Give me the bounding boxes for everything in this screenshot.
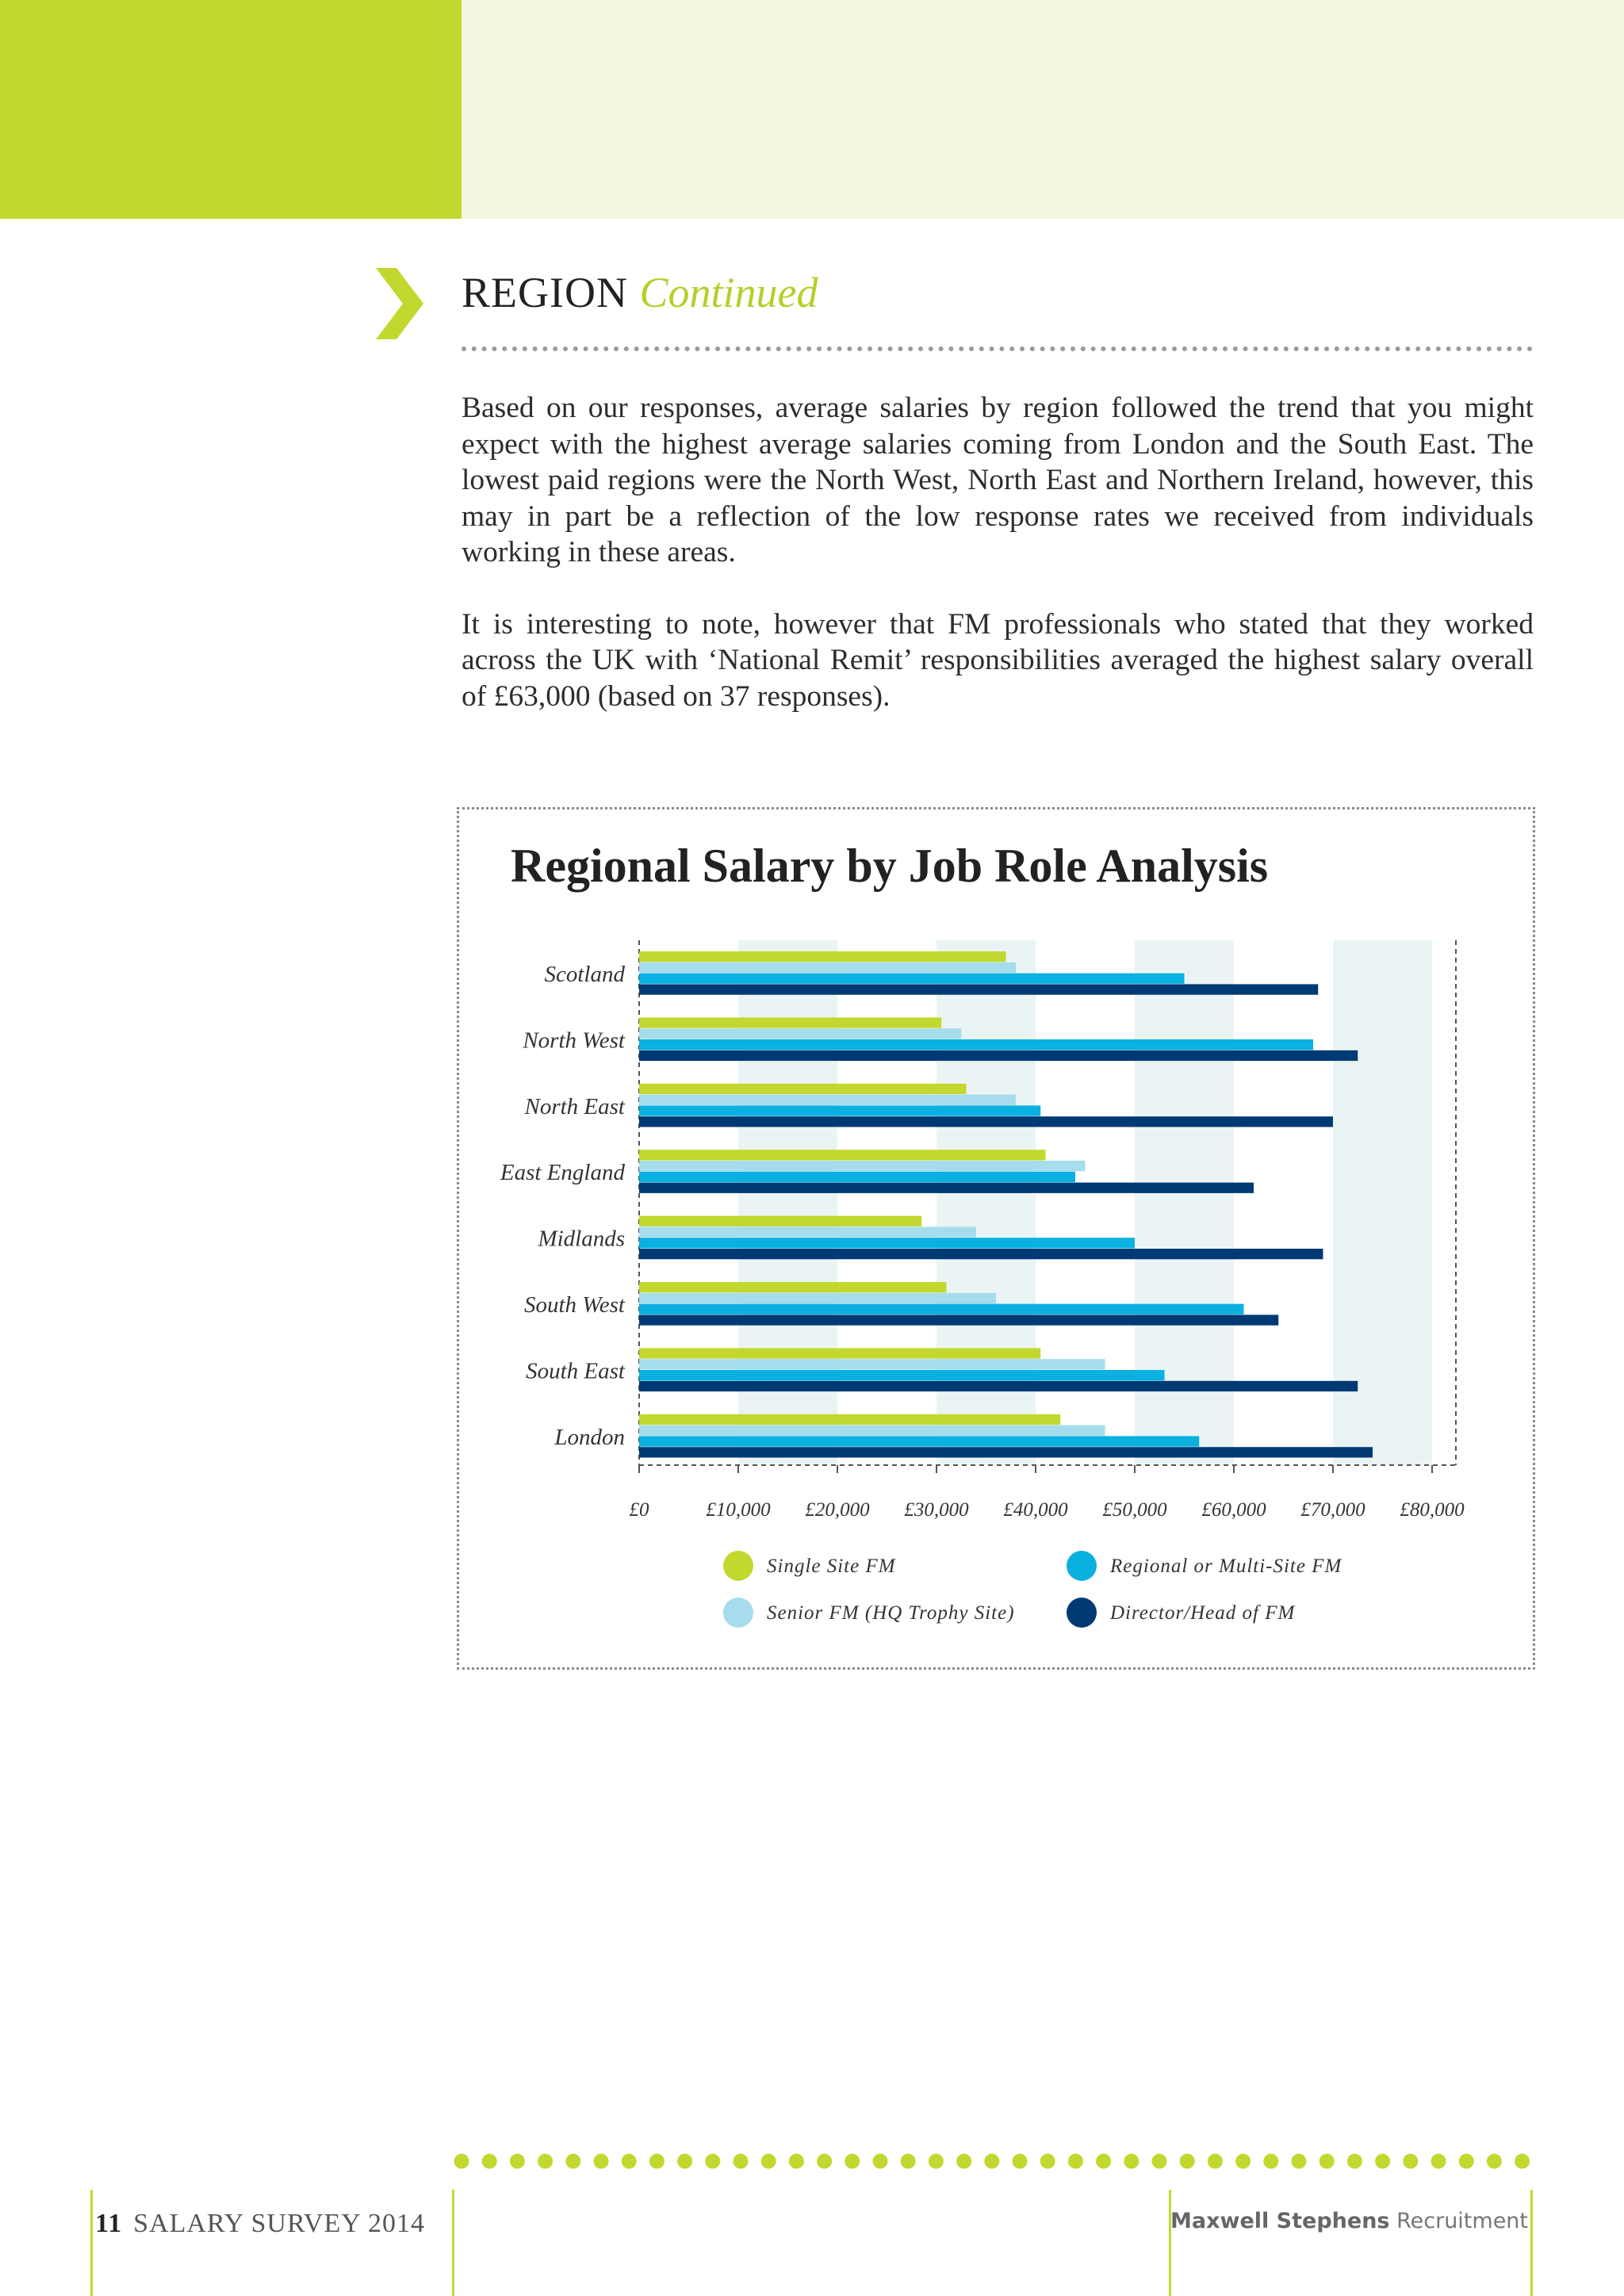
bar [639, 1028, 961, 1039]
bar [639, 1304, 1244, 1314]
bar [639, 1150, 1046, 1160]
bar [639, 1039, 1313, 1050]
legend-label: Regional or Multi-Site FM [1110, 1556, 1342, 1577]
bar [639, 951, 1006, 962]
category-label: Midlands [538, 1226, 625, 1252]
bar [639, 1017, 941, 1027]
footer-rule [1169, 2190, 1171, 2296]
section-subtitle: Continued [639, 269, 818, 316]
bar [639, 1293, 996, 1303]
bar [639, 1238, 1135, 1248]
legend-swatch [1067, 1598, 1097, 1628]
category-label: North East [524, 1093, 625, 1119]
legend-swatch [723, 1551, 753, 1581]
bar [639, 1105, 1040, 1115]
category-label: East England [500, 1160, 625, 1186]
intro-text [462, 390, 1534, 750]
x-tick-label: £30,000 [904, 1499, 969, 1521]
header-band-accent [0, 0, 462, 219]
bar [639, 1447, 1373, 1457]
bar [639, 1116, 1333, 1127]
bar [639, 1172, 1075, 1182]
chevron-right-icon [376, 268, 423, 339]
footer-brand [1170, 2209, 1529, 2233]
bar [639, 1282, 947, 1292]
bar [639, 962, 1016, 973]
x-tick-label: £10,000 [706, 1499, 771, 1521]
bar-chart [457, 807, 1535, 1670]
bar [639, 974, 1185, 984]
legend-label: Director/Head of FM [1110, 1602, 1296, 1624]
legend-label: Senior FM (HQ Trophy Site) [767, 1602, 1015, 1624]
bar [639, 1436, 1199, 1446]
x-tick-label: £40,000 [1003, 1499, 1068, 1521]
category-label: South West [523, 1292, 625, 1318]
x-tick-label: £50,000 [1102, 1499, 1167, 1521]
section-title: REGION [462, 269, 628, 316]
x-tick-label: £60,000 [1201, 1499, 1266, 1521]
legend-label: Single Site FM [767, 1556, 896, 1577]
category-label: London [554, 1424, 625, 1450]
legend-swatch [723, 1598, 753, 1628]
section-heading [462, 268, 818, 323]
footer-rule [452, 2190, 454, 2296]
bar [639, 1249, 1323, 1259]
bar [639, 1050, 1358, 1061]
bar [639, 1314, 1278, 1325]
bar [639, 1414, 1060, 1425]
category-label: South East [526, 1358, 625, 1384]
x-tick-label: £80,000 [1400, 1499, 1465, 1521]
bar [639, 1348, 1040, 1358]
brand-name: Maxwell Stephens [1170, 2209, 1390, 2233]
intro-paragraph-2: It is interesting to note, however that FM professionals who stated that they worked across the UK with ‘National Remit’ responsibilities averaged the highest salary overall of £63,000 (based on 37 responses). [462, 607, 1534, 713]
bar [639, 1425, 1105, 1436]
brand-suffix: Recruitment [1396, 2209, 1529, 2233]
page-number: 11 [95, 2209, 123, 2238]
x-tick-label: £20,000 [805, 1499, 870, 1521]
bar [639, 984, 1318, 994]
x-tick-label: £70,000 [1300, 1499, 1365, 1521]
header-band [462, 0, 1624, 219]
footer-page-info [95, 2209, 425, 2239]
publication-name: SALARY SURVEY 2014 [133, 2209, 426, 2238]
bar [639, 1183, 1254, 1193]
x-tick-label: £0 [629, 1499, 649, 1521]
bar [639, 1359, 1105, 1369]
bar [639, 1084, 967, 1094]
intro-paragraph-1: Based on our responses, average salaries by region followed the trend that you might expect with the highest average salaries coming from London and the South East. The lowest paid regions were the North West, North East and Northern Ireland, however, this may in part be a reflection of the low response rates we received from individuals working in these areas. [462, 392, 1534, 568]
bar [639, 1095, 1016, 1105]
footer-dot-divider [452, 2150, 1538, 2172]
bar [639, 1226, 976, 1237]
bar [639, 1216, 921, 1226]
legend-swatch [1067, 1551, 1097, 1581]
category-label: North West [523, 1027, 625, 1054]
chart-title: Regional Salary by Job Role Analysis [511, 840, 1269, 892]
bar [639, 1161, 1086, 1171]
footer-rule [90, 2190, 93, 2296]
bar [639, 1370, 1165, 1380]
bar [639, 1381, 1358, 1391]
category-label: Scotland [544, 962, 625, 987]
footer-rule [1530, 2190, 1533, 2296]
heading-divider [462, 346, 1534, 352]
